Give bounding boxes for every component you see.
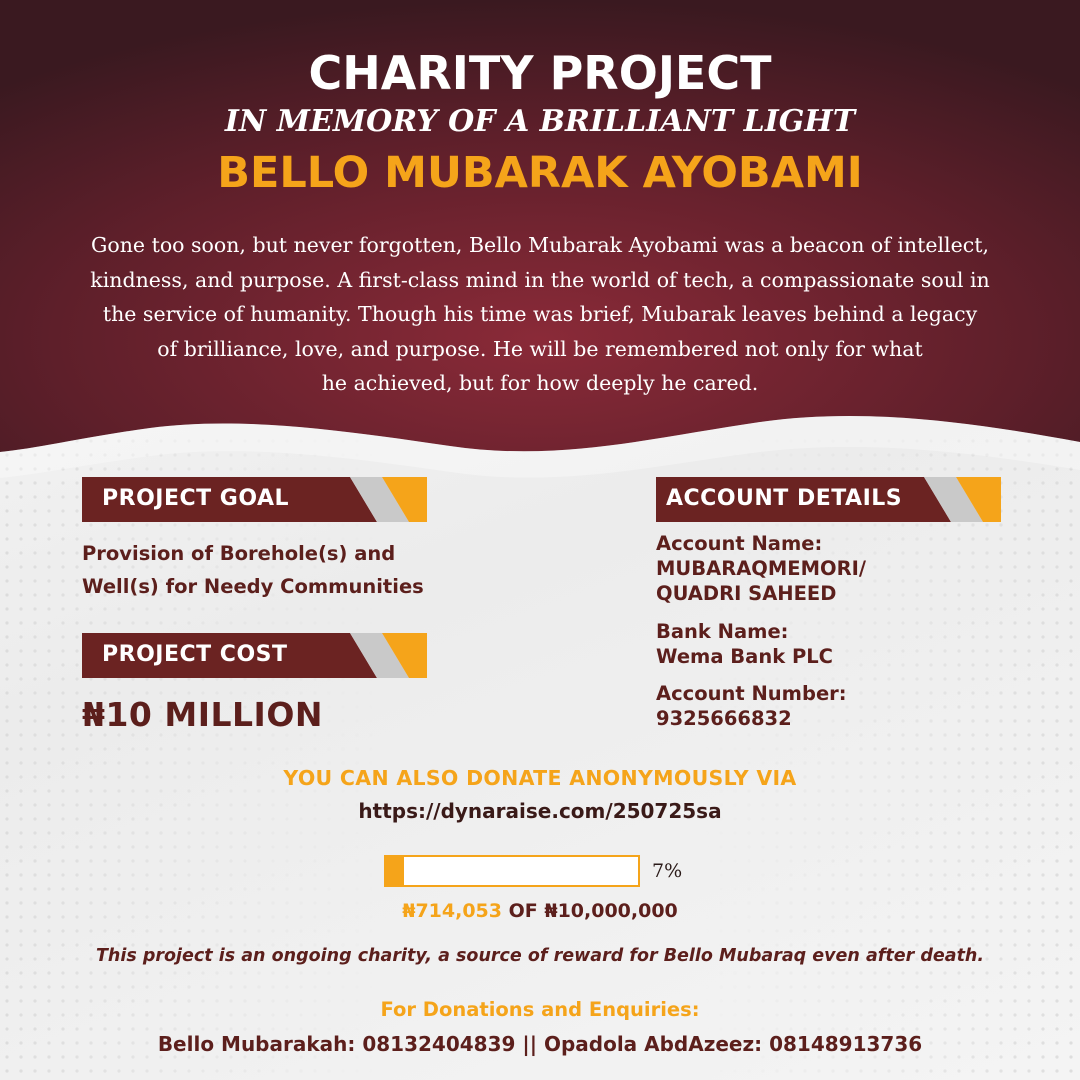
donation-progress-fill: [386, 857, 404, 885]
honoree-name: BELLO MUBARAK AYOBAMI: [217, 148, 863, 198]
amount-raised-line: [0, 900, 1080, 922]
bank-name-block: [656, 619, 1016, 669]
goal-line: Well(s) for Needy Communities: [82, 575, 424, 598]
project-cost-value: ₦10 MILLION: [82, 695, 323, 734]
goal-line: Provision of Borehole(s) and: [82, 542, 396, 565]
tribute-line: kindness, and purpose. A first-class mind in the world of tech, a compassionate soul in: [90, 267, 990, 292]
account-number-label: Account Number:: [656, 682, 847, 705]
donation-progress-percent: 7%: [652, 860, 683, 882]
tribute-line: Gone too soon, but never forgotten, Bello Mubarak Ayobami was a beacon of intellect,: [91, 233, 989, 257]
project-goal-ribbon: [82, 477, 427, 522]
ongoing-charity-note: This project is an ongoing charity, a source of reward for Bello Mubaraq even after death.: [95, 946, 985, 966]
account-details-label: ACCOUNT DETAILS: [666, 486, 903, 511]
tribute-line: he achieved, but for how deeply he cared.: [321, 371, 759, 395]
account-number-block: [656, 681, 1016, 731]
bank-name-label: Bank Name:: [656, 620, 789, 643]
page-title: CHARITY PROJECT: [308, 46, 772, 100]
enquiries-contacts: Bello Mubarakah: 08132404839 || Opadola AbdAzeez: 08148913736: [157, 1032, 923, 1056]
account-name-label: Account Name:: [656, 532, 823, 555]
page-subtitle: IN MEMORY OF A BRILLIANT LIGHT: [224, 104, 856, 139]
account-details-ribbon: [656, 477, 1001, 522]
amount-goal: ₦10,000,000: [544, 900, 678, 922]
account-name-value: QUADRI SAHEED: [656, 582, 837, 605]
project-cost-ribbon: [82, 633, 427, 678]
amount-raised: ₦714,053: [402, 900, 502, 922]
tribute-paragraph: [90, 228, 990, 401]
tribute-line: of brilliance, love, and purpose. He will be remembered not only for what: [157, 336, 923, 361]
account-name-value: MUBARAQMEMORI/: [656, 557, 866, 580]
amount-raised-of: OF: [501, 900, 545, 922]
donation-progress-bar: [384, 855, 640, 887]
donation-link[interactable]: https://dynaraise.com/250725sa: [358, 799, 722, 823]
account-number-value[interactable]: 9325666832: [656, 707, 792, 730]
bank-name-value: Wema Bank PLC: [656, 645, 833, 668]
tribute-line: the service of humanity. Though his time was brief, Mubarak leaves behind a legacy: [102, 302, 978, 326]
anonymous-donation-label: YOU CAN ALSO DONATE ANONYMOUSLY VIA: [283, 766, 797, 790]
account-name-block: [656, 531, 1016, 606]
project-goal-label: PROJECT GOAL: [102, 486, 290, 511]
project-cost-label: PROJECT COST: [102, 642, 288, 667]
enquiries-label: For Donations and Enquiries:: [380, 998, 700, 1021]
project-goal-text: [82, 537, 482, 603]
